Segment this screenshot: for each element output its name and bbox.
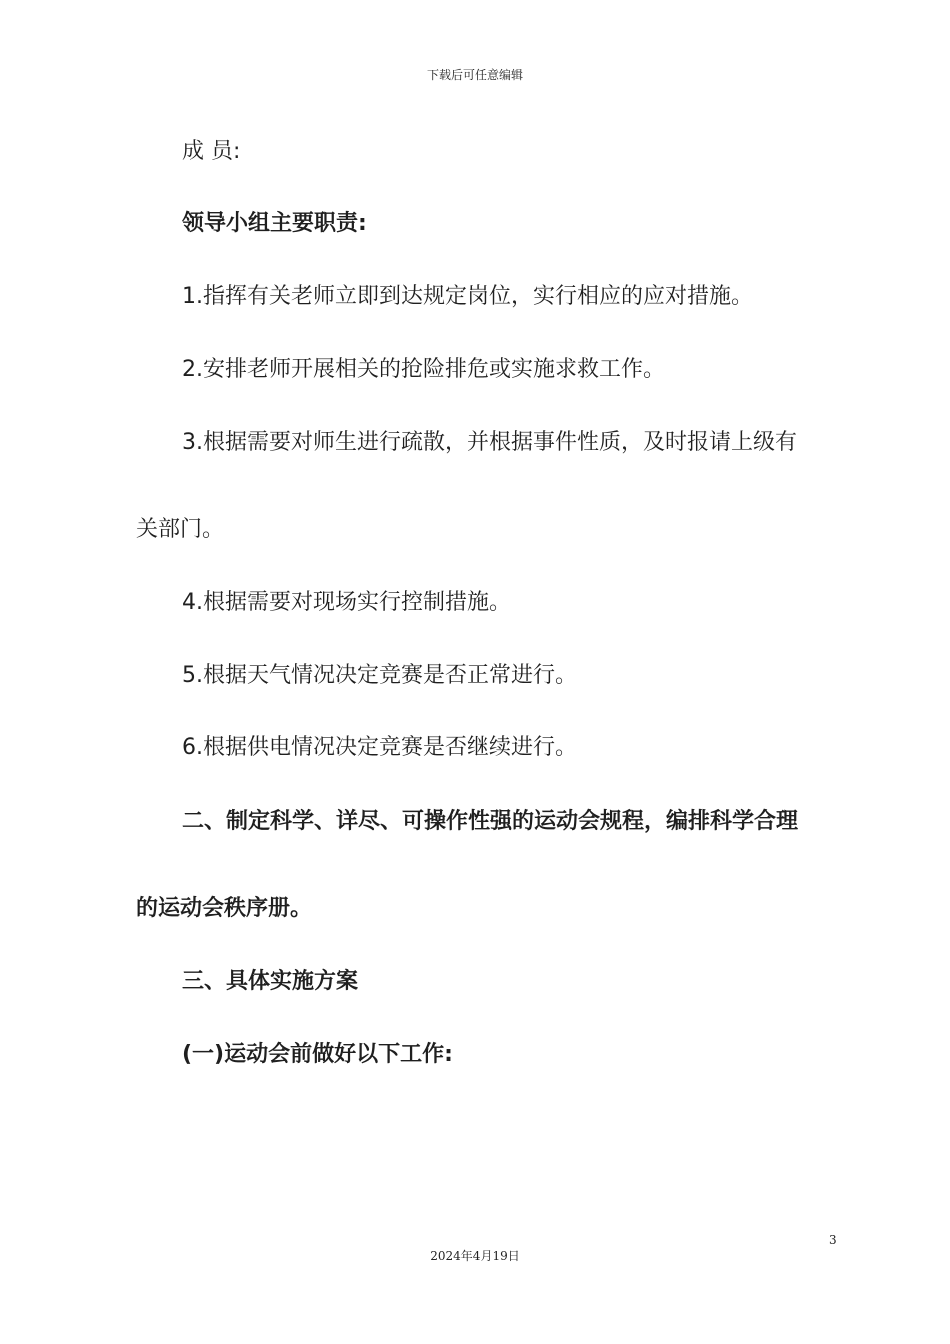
duty-item-2: 2.安排老师开展相关的抢险排危或实施求救工作。 — [182, 357, 665, 382]
page-number: 3 — [829, 1233, 837, 1247]
members-line: 成 员: — [182, 139, 241, 164]
subsection-one-heading: (一)运动会前做好以下工作: — [182, 1042, 453, 1067]
section-two-heading-continued: 的运动会秩序册。 — [136, 896, 313, 921]
duty-item-4: 4.根据需要对现场实行控制措施。 — [182, 590, 511, 615]
duty-item-3: 3.根据需要对师生进行疏散，并根据事件性质，及时报请上级有 — [182, 430, 797, 455]
section-two-heading: 二、制定科学、详尽、可操作性强的运动会规程，编排科学合理 — [182, 809, 799, 834]
page-header: 下载后可任意编辑 — [426, 68, 523, 82]
duty-item-6: 6.根据供电情况决定竞赛是否继续进行。 — [182, 735, 577, 760]
page-footer-date: 2024年4月19日 — [430, 1249, 520, 1263]
section-three-heading: 三、具体实施方案 — [182, 969, 359, 994]
duty-item-1: 1.指挥有关老师立即到达规定岗位，实行相应的应对措施。 — [182, 284, 753, 309]
duty-item-3-continued: 关部门。 — [136, 517, 225, 542]
duties-heading: 领导小组主要职责: — [182, 211, 367, 236]
duty-item-5: 5.根据天气情况决定竞赛是否正常进行。 — [182, 663, 577, 688]
